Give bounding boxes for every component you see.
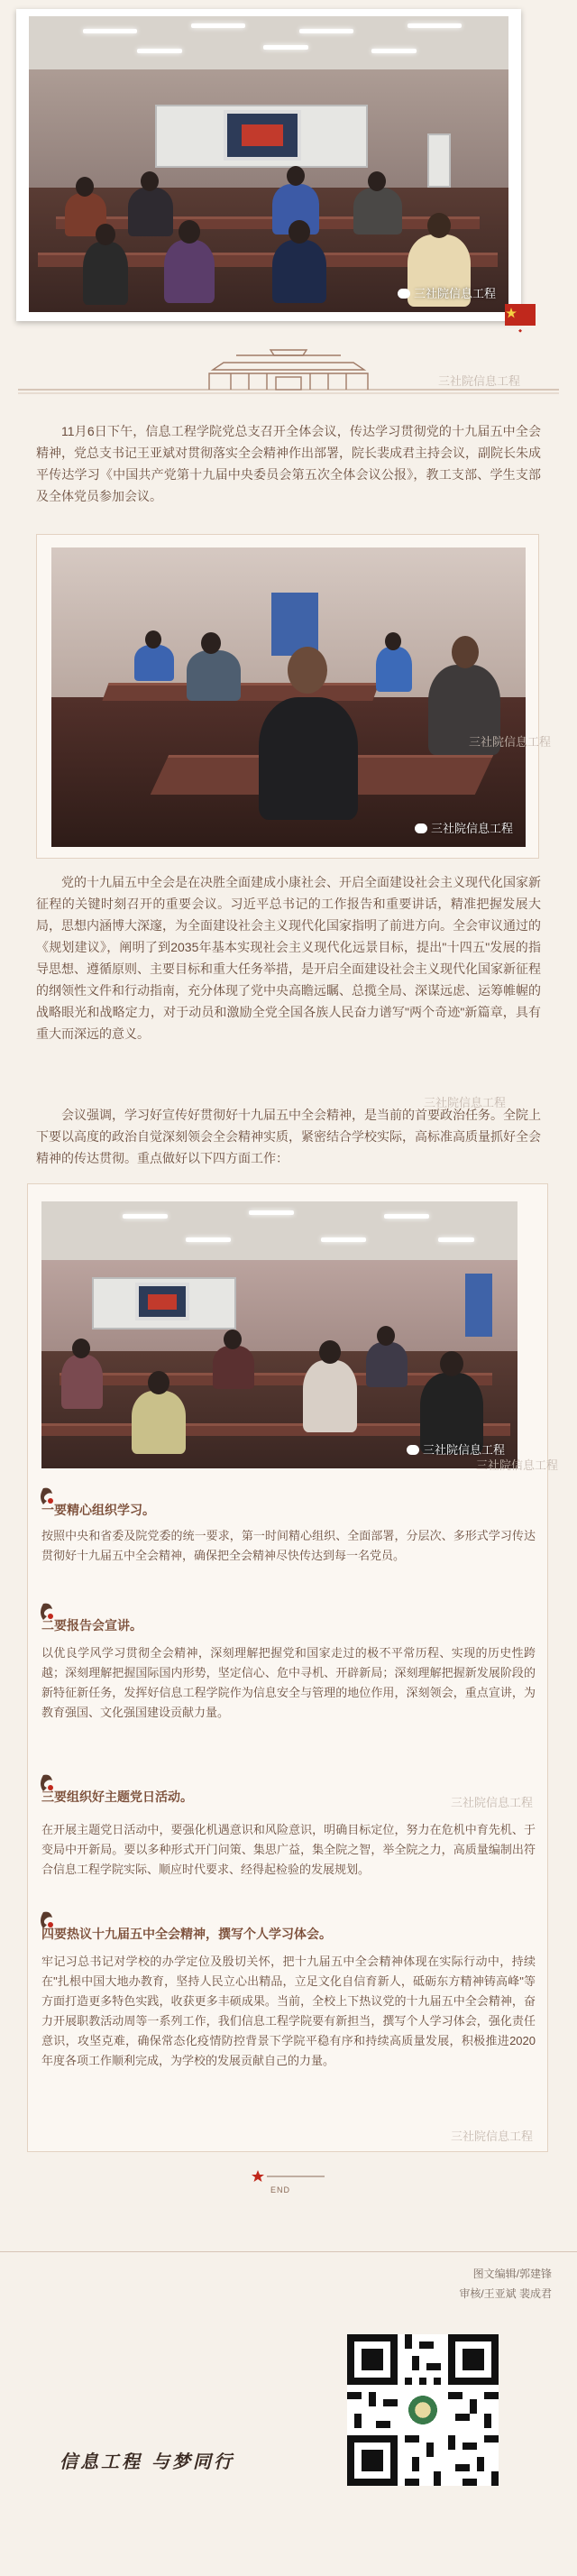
- section-4-title: 四要热议十九届五中全会精神，撰写个人学习体会。: [41, 1927, 332, 1941]
- watermark-text: 三社院信息工程: [469, 735, 552, 749]
- paragraph-3: 会议强调，学习好宣传好贯彻好十九届五中全会精神，是当前的首要政治任务。全院上下要以高度的政治自觉深刻领会全会精神实质，紧密结合学校实际，高标准高质量抓好全会精神的传达贯彻。重点做好以下四方面工作：: [36, 1108, 541, 1165]
- watermark-text: 三社院信息工程: [451, 2130, 534, 2143]
- section-1-title: 一要精心组织学习。: [41, 1503, 155, 1517]
- watermark-text: 三社院信息工程: [424, 1096, 507, 1109]
- end-label: END: [270, 2185, 291, 2194]
- intro-paragraph: 11月6日下午，信息工程学院党总支召开全体会议，传达学习贯彻党的十九届五中全会精神，党总支书记王亚斌对贯彻落实全会精神作出部署，院长裴成君主持会议，副院长朱成平传达学习《中国共产党第十九届中央委员会第五次全体会议公报》，教工支部、学生支部及全体党员参加会议。: [36, 424, 541, 503]
- section-2-body: 以优良学风学习贯彻全会精神，深刻理解把握党和国家走过的极不平常历程、实现的历史性跨越；深刻理解把握国际国内形势，坚定信心、危中寻机、开辟新局；深刻理解把握新发展阶段的新特征新任务，发挥好信息工程学院作为信息安全与管理的地位作用，深刻领会，重点宣讲，为教育强国、文化强国建设贡献力量。: [41, 1646, 536, 1719]
- photo-watermark: 三社院信息工程: [415, 819, 513, 836]
- watermark-text: 三社院信息工程: [476, 1458, 559, 1472]
- wechat-icon: [407, 1445, 419, 1455]
- editor-credit: 图文编辑/郭建锋: [472, 2268, 552, 2280]
- top-photo-frame: [16, 9, 521, 321]
- wechat-icon: [415, 823, 427, 833]
- slogan: 信息工程 与梦同行: [60, 2451, 234, 2472]
- end-divider: [234, 2168, 343, 2183]
- section-3-title: 三要组织好主题党日活动。: [41, 1789, 193, 1804]
- svg-text:◆: ◆: [518, 328, 522, 334]
- qr-code[interactable]: [347, 2334, 499, 2486]
- watermark-text: 三社院信息工程: [451, 1796, 534, 1809]
- meeting-photo-3: [41, 1201, 517, 1468]
- flag-icon: [503, 300, 537, 335]
- section-2-title: 二要报告会宣讲。: [41, 1618, 142, 1633]
- footer-divider: [0, 2251, 577, 2252]
- photo-watermark: 三社院信息工程: [398, 284, 496, 301]
- meeting-photo-1: [29, 16, 508, 312]
- photo-watermark: 三社院信息工程: [407, 1440, 505, 1458]
- meeting-photo-2: [51, 547, 526, 847]
- paragraph-2: 党的十九届五中全会是在决胜全面建成小康社会、开启全面建设社会主义现代化国家新征程的关键时刻召开的重要会议。习近平总书记的工作报告和重要讲话，精准把握发展大局，思想内涵博大深邃，为全面建设社会主义现代化国家指明了前进方向。全会审议通过的《规划建议》，阐明了到2035年基本实现社会主义现代化远景目标，提出"十四五"发展的指导思想、遵循原则、主要目标和重大任务举措，是开启全面建设社会主义现代化国家新征程的纲领性文件和行动指南，充分体现了党中央高瞻远瞩、总揽全局、深谋远虑、运筹帷幄的战略眼光和战略定力，对于动员和激励全党全国各族人民奋力谱写"两个奇迹"新篇章，具有重大而深远的意义。: [36, 875, 541, 1041]
- reviewer-credit: 审核/王亚斌 裴成君: [459, 2287, 552, 2300]
- watermark-text: 三社院信息工程: [438, 374, 521, 388]
- wechat-icon: [398, 289, 410, 299]
- section-4-body: 牢记习总书记对学校的办学定位及殷切关怀，把十九届五中全会精神体现在实际行动中，持续在"扎根中国大地办教育，坚持人民立心出精品，立足文化自信育新人，砥砺东方精神铸高峰"等方面打造更多特色实践，收获更多丰硕成果。当前，全校上下热议党的十九届五中全会精神，奋力开展职教活动周等一系列工作，我们信息工程学院要有新担当，撰写个人学习体会，强化责任意识，攻坚克难，确保常态化疫情防控背景下学院平稳有序和持续高质量发展，积极推进2020年度各项工作顺利完成，为学校的发展贡献自己的力量。: [41, 1955, 536, 2067]
- section-1-body: 按照中央和省委及院党委的统一要求，第一时间精心组织、全面部署，分层次、多形式学习传达贯彻好十九届五中全会精神，确保把全会精神尽快传达到每一名党员。: [41, 1529, 536, 1562]
- section-3-body: 在开展主题党日活动中，要强化机遇意识和风险意识，明确目标定位，努力在危机中育先机、于变局中开新局。要以多种形式开门问策、集思广益，集全院之智，举全院之力，高质量编制出符合信息工程学院实际、顺应时代要求、经得起检验的发展规划。: [41, 1823, 536, 1876]
- photo-2-frame: [36, 534, 539, 859]
